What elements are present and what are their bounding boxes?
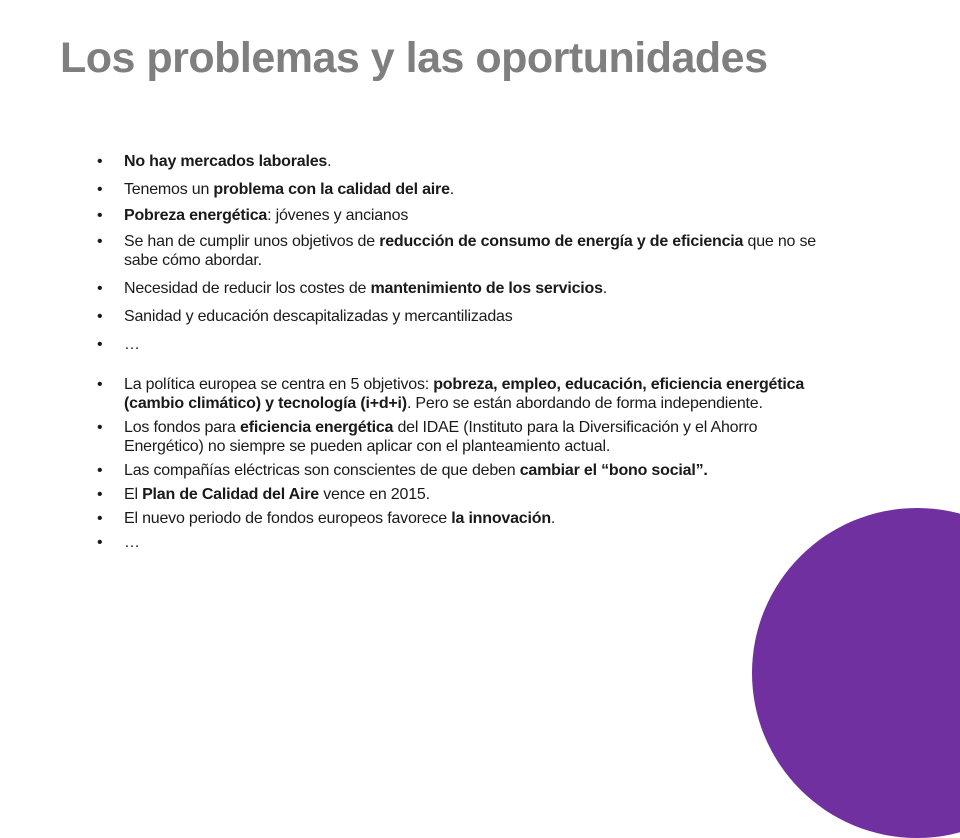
bullet-segment: La política europea se centra en 5 objetivos: (124, 376, 434, 393)
bullet-segment: : jóvenes y ancianos (267, 207, 409, 224)
slide-title: Los problemas y las oportunidades (60, 34, 768, 82)
bullet-item (94, 152, 824, 171)
bullet-item (94, 485, 824, 504)
bullet-item (94, 307, 824, 326)
bullet-segment: vence en 2015. (318, 486, 430, 503)
bullet-list (94, 152, 824, 552)
bullet-segment: cambiar el “bono social”. (519, 462, 708, 479)
bullet-item (94, 279, 824, 298)
bullet-segment: Los fondos para (124, 419, 240, 436)
decorative-purple-circle (752, 508, 960, 838)
bullet-segment: … (124, 336, 140, 353)
bullet-item (94, 509, 824, 528)
bullet-item (94, 461, 824, 480)
bullet-segment: . (602, 280, 608, 297)
bullet-segment: . (550, 510, 556, 527)
bullet-segment: Sanidad y educación descapitalizadas y mercantilizadas (124, 308, 513, 325)
bullet-segment: . Pero se están abordando de forma independiente. (406, 395, 763, 412)
bullet-item (94, 232, 824, 270)
bullet-segment: . (449, 181, 455, 198)
bullet-item (94, 335, 824, 354)
bullet-segment: Tenemos un (124, 181, 214, 198)
bullet-segment: problema con la calidad del aire (213, 181, 450, 198)
bullet-item (94, 533, 824, 552)
bullet-segment: … (124, 534, 140, 551)
bullet-segment: mantenimiento de los servicios (370, 280, 603, 297)
bullet-segment: la innovación (451, 510, 551, 527)
bullet-segment: . (327, 153, 332, 170)
bullet-segment: del IDAE (Instituto para la Diversificación y el Ahorro Energético) no siempre se pueden aplicar con el planteamiento actual. (124, 419, 758, 455)
bullet-item (94, 206, 824, 225)
bullet-segment: eficiencia energética (240, 419, 394, 436)
bullet-segment: reducción de consumo de energía y de eficiencia (379, 233, 744, 250)
bullet-segment: Necesidad de reducir los costes de (124, 280, 371, 297)
bullet-segment: pobreza, empleo, educación, eficiencia energética (cambio climático) y tecnología (i+d+i) (124, 376, 805, 412)
bullet-segment: Se han de cumplir unos objetivos de (124, 233, 380, 250)
bullet-item (94, 375, 824, 413)
bullet-segment: No hay mercados laborales (124, 153, 328, 170)
bullet-segment: Las compañías eléctricas son conscientes de que deben (124, 462, 520, 479)
bullet-segment: El (124, 486, 143, 503)
bullet-item (94, 418, 824, 456)
bullet-segment: que no se sabe cómo abordar. (124, 233, 816, 269)
bullet-item (94, 180, 824, 199)
bullet-segment: El nuevo periodo de fondos europeos favorece (124, 510, 452, 527)
bullet-segment: Pobreza energética (124, 207, 268, 224)
bullet-segment: Plan de Calidad del Aire (142, 486, 319, 503)
